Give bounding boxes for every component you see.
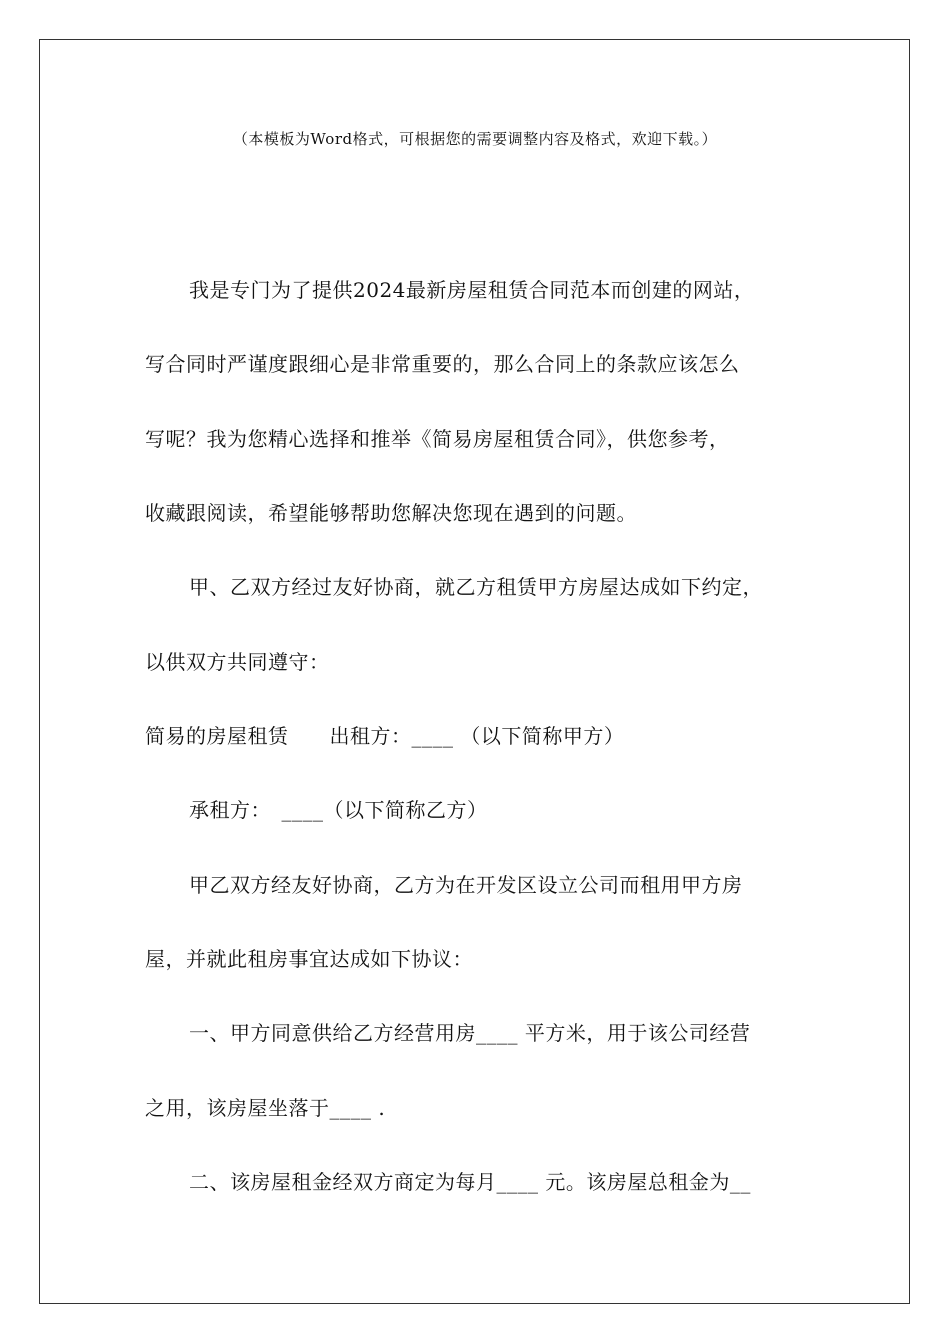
paragraph-line: 承租方： ____（以下简称乙方） [189, 798, 488, 822]
paragraph-line: 我是专门为了提供2024最新房屋租赁合同范本而创建的网站， [189, 278, 755, 302]
paragraph-line: 收藏跟阅读，希望能够帮助您解决您现在遇到的问题。 [145, 501, 637, 525]
paragraph-line: 一、甲方同意供给乙方经营用房____ 平方米，用于该公司经营 [189, 1021, 751, 1045]
paragraph-line: 甲、乙双方经过友好协商，就乙方租赁甲方房屋达成如下约定， [189, 575, 763, 599]
template-note: （本模板为Word格式，可根据您的需要调整内容及格式，欢迎下载。） [232, 130, 718, 148]
paragraph-line: 之用，该房屋坐落于____ . [145, 1096, 386, 1120]
paragraph-line: 以供双方共同遵守： [145, 650, 330, 674]
paragraph-line: 二、该房屋租金经双方商定为每月____ 元。该房屋总租金为__ [189, 1170, 751, 1194]
paragraph-line: 写合同时严谨度跟细心是非常重要的，那么合同上的条款应该怎么 [145, 352, 740, 376]
paragraph-line: 写呢？我为您精心选择和推举《简易房屋租赁合同》，供您参考， [145, 427, 730, 451]
paragraph-line: 屋，并就此租房事宜达成如下协议： [145, 947, 473, 971]
paragraph-line: 简易的房屋租赁 出租方：____ （以下简称甲方） [145, 724, 625, 748]
paragraph-line: 甲乙双方经友好协商，乙方为在开发区设立公司而租用甲方房 [189, 873, 743, 897]
